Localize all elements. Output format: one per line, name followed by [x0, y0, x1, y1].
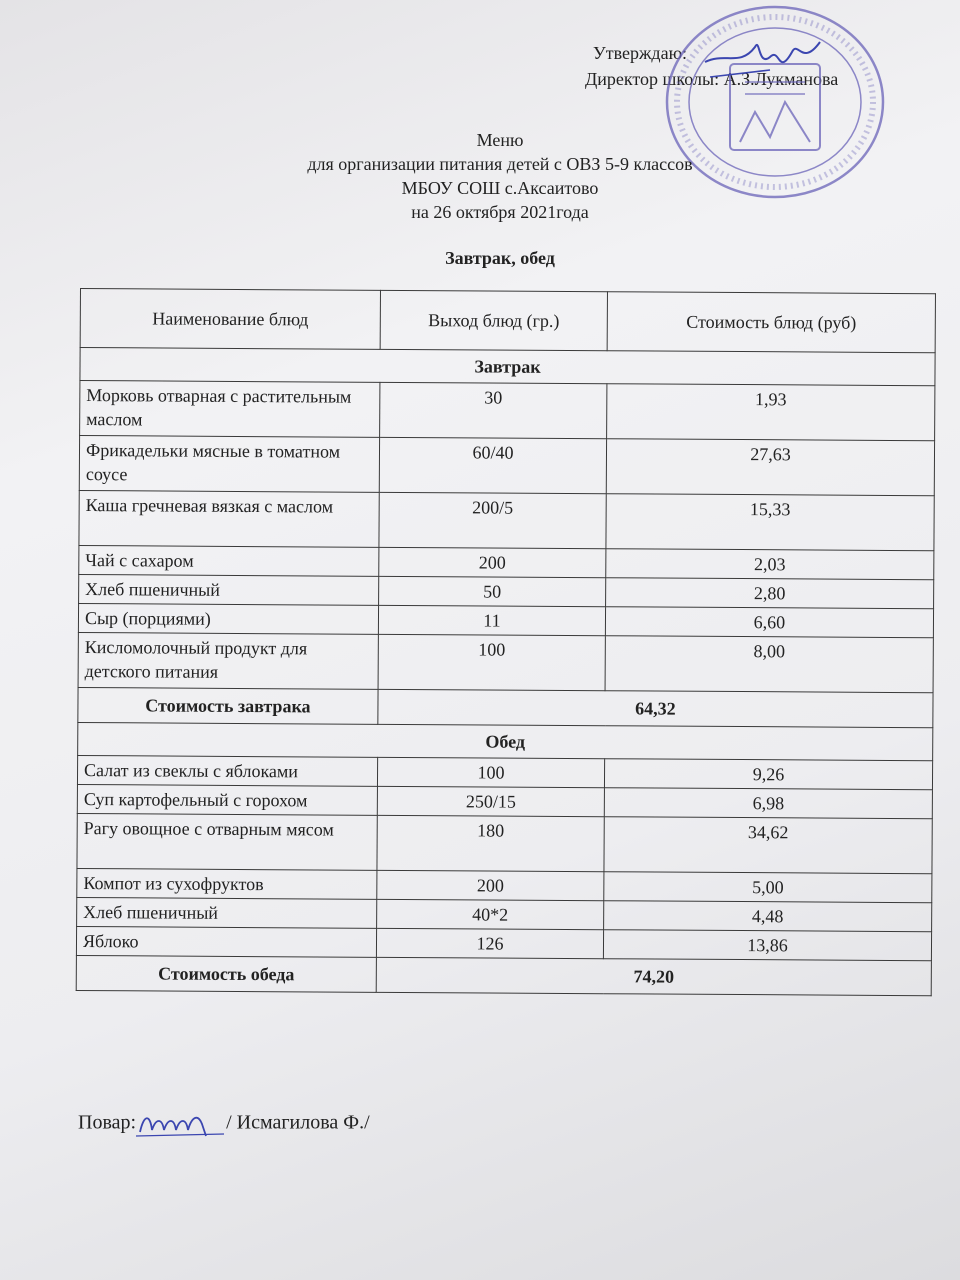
school-name: МБОУ СОШ с.Аксаитово [401, 178, 599, 198]
breakfast-total-value: 64,32 [378, 689, 933, 727]
table-row [77, 813, 932, 873]
column-header-output: Выход блюд (гр.) [380, 290, 607, 350]
approval-line2: Директор школы: А.З.Лукманова [585, 69, 839, 89]
dish-cost: 4,48 [604, 901, 932, 932]
dish-name: Суп картофельный с горохом [77, 784, 377, 815]
dish-cost: 6,98 [604, 788, 932, 819]
meal-subtitle: Завтрак, обед [445, 248, 555, 268]
dish-name: Компот из сухофруктов [77, 868, 377, 899]
lunch-section-title: Обед [78, 722, 933, 760]
dish-cost: 2,80 [606, 578, 934, 609]
table-header-row [80, 289, 935, 353]
dish-output: 200 [379, 547, 606, 577]
director-signature-icon [700, 22, 830, 92]
dish-cost: 13,86 [603, 930, 931, 961]
dish-cost: 15,33 [606, 494, 934, 551]
column-header-name: Наименование блюд [80, 289, 380, 350]
dish-output: 180 [377, 815, 604, 871]
dish-output: 250/15 [377, 786, 604, 816]
menu-header [240, 128, 760, 224]
cook-name: / Исмагилова Ф./ [226, 1111, 370, 1134]
cook-signature-line [78, 1110, 370, 1138]
breakfast-section-title: Завтрак [80, 348, 935, 386]
dish-output: 100 [378, 634, 605, 690]
dish-name: Чай с сахаром [79, 545, 379, 576]
breakfast-total-label: Стоимость завтрака [78, 687, 378, 724]
dish-name: Кисломолочный продукт для детского питания [78, 632, 378, 689]
cook-signature-icon [136, 1110, 226, 1138]
table-row [79, 436, 934, 496]
menu-table [76, 288, 936, 996]
dish-cost: 2,03 [606, 549, 934, 580]
dish-cost: 5,00 [604, 872, 932, 903]
dish-name: Яблоко [76, 926, 376, 957]
dish-name: Рагу овощное с отварным мясом [77, 813, 377, 870]
dish-output: 50 [379, 576, 606, 606]
dish-output: 40*2 [377, 899, 604, 929]
breakfast-total-row [78, 687, 933, 727]
dish-cost: 6,60 [605, 607, 933, 638]
dish-output: 100 [377, 757, 604, 787]
section-row [78, 722, 933, 760]
dish-output: 60/40 [379, 437, 606, 493]
table-row [80, 381, 935, 441]
lunch-total-label: Стоимость обеда [76, 955, 376, 992]
dish-cost: 34,62 [604, 817, 932, 874]
dish-cost: 1,93 [607, 384, 935, 441]
dish-cost: 8,00 [605, 636, 933, 693]
section-row [80, 348, 935, 386]
cook-label: Повар: [78, 1111, 137, 1134]
menu-title: Меню [476, 130, 524, 150]
dish-cost: 9,26 [604, 759, 932, 790]
dish-name: Салат из свеклы с яблоками [77, 755, 377, 786]
lunch-total-value: 74,20 [376, 957, 931, 995]
dish-output: 126 [376, 928, 603, 958]
approval-line1: Утверждаю: [593, 43, 688, 63]
column-header-cost: Стоимость блюд (руб) [607, 292, 935, 353]
table-row [79, 490, 934, 550]
dish-output: 200/5 [379, 492, 606, 548]
menu-date: на 26 октября 2021года [411, 202, 589, 222]
dish-cost: 27,63 [606, 439, 934, 496]
dish-output: 11 [378, 605, 605, 635]
dish-name: Сыр (порциями) [78, 603, 378, 634]
table-row [78, 632, 933, 692]
menu-purpose: для организации питания детей с ОВЗ 5-9 классов [307, 154, 693, 174]
dish-name: Морковь отварная с растительным маслом [80, 381, 380, 438]
lunch-total-row [76, 955, 931, 995]
dish-name: Фрикадельки мясные в томатном соусе [79, 436, 379, 493]
dish-output: 30 [380, 382, 607, 438]
dish-name: Хлеб пшеничный [79, 574, 379, 605]
dish-output: 200 [377, 870, 604, 900]
dish-name: Каша гречневая вязкая с маслом [79, 490, 379, 547]
dish-name: Хлеб пшеничный [77, 897, 377, 928]
